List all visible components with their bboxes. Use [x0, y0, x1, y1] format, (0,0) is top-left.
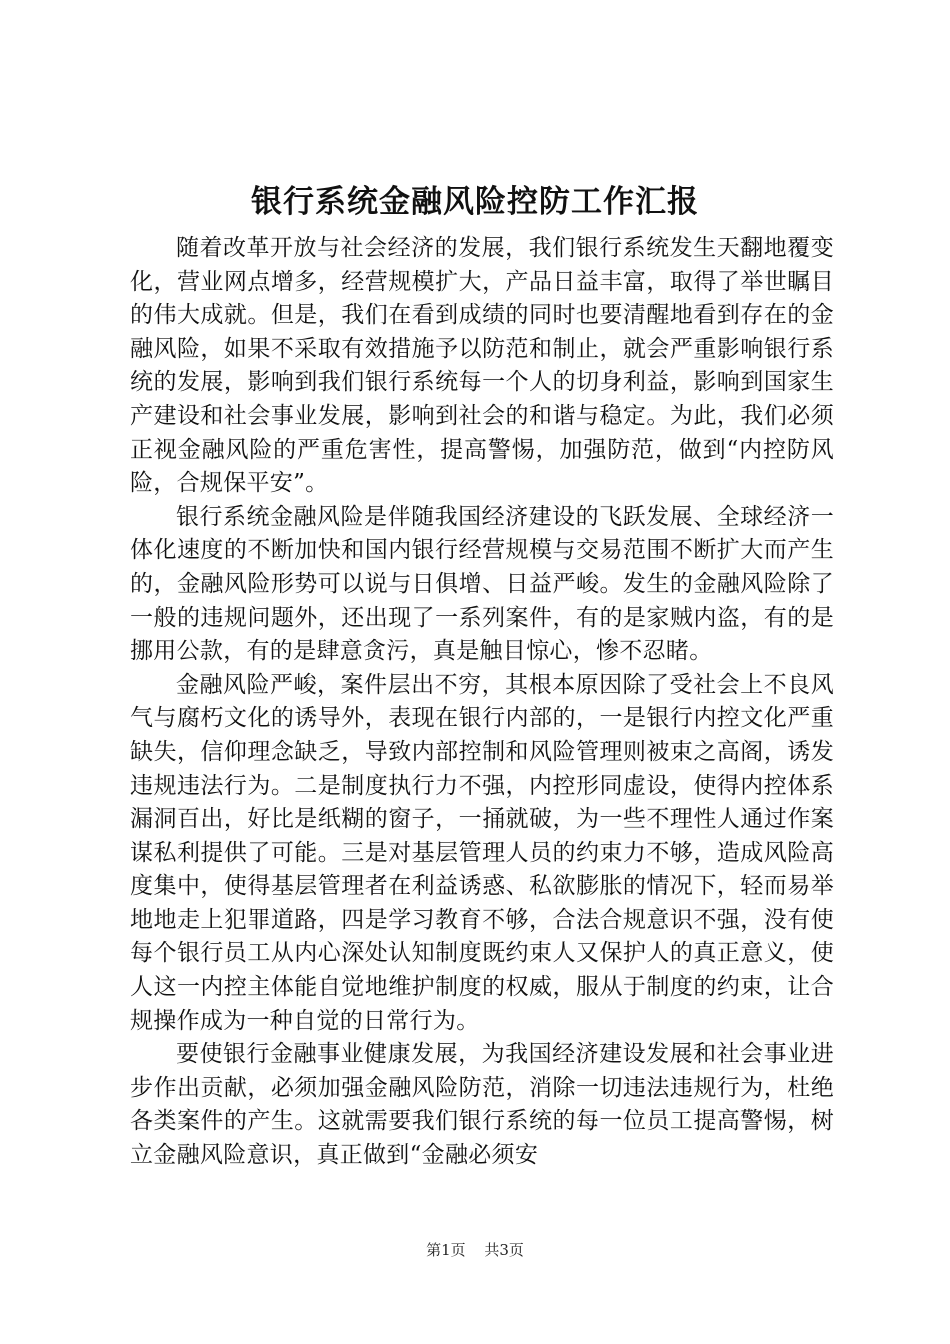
paragraph-4: 要使银行金融事业健康发展，为我国经济建设发展和社会事业进步作出贡献，必须加强金融风险防范，消除一切违法违规行为，杜绝各类案件的产生。这就需要我们银行系统的每一位员工提高警惕，树立金融风险意识，真正做到“金融必须安	[130, 1041, 834, 1169]
page-number: 第1页	[426, 1241, 466, 1259]
paragraph-1: 随着改革开放与社会经济的发展，我们银行系统发生天翻地覆变化，营业网点增多，经营规模扩大，产品日益丰富，取得了举世瞩目的伟大成就。但是，我们在看到成绩的同时也要清醒地看到存在的金融风险，如果不采取有效措施予以防范和制止，就会严重影响银行系统的发展，影响到我们银行系统每一个人的切身利益，影响到国家生产建设和社会事业发展，影响到社会的和谐与稳定。为此，我们必须正视金融风险的严重危害性，提高警惕，加强防范，做到“内控防风险，合规保平安”。	[130, 235, 834, 497]
document-title: 银行系统金融风险控防工作汇报	[251, 184, 699, 220]
paragraph-3: 金融风险严峻，案件层出不穷，其根本原因除了受社会上不良风气与腐朽文化的诱导外，表现在银行内部的，一是银行内控文化严重缺失，信仰理念缺乏，导致内部控制和风险管理则被束之高阁，诱发违规违法行为。二是制度执行力不强，内控形同虚设，使得内控体系漏洞百出，好比是纸糊的窗子，一捅就破，为一些不理性人通过作案谋私利提供了可能。三是对基层管理人员的约束力不够，造成风险高度集中，使得基层管理者在利益诱惑、私欲膨胀的情况下，轻而易举地地走上犯罪道路，四是学习教育不够，合法合规意识不强，没有使每个银行员工从内心深处认知制度既约束人又保护人的真正意义，使人这一内控主体能自觉地维护制度的权威，服从于制度的约束，让合规操作成为一种自觉的日常行为。	[130, 671, 834, 1034]
document-body	[130, 232, 834, 1173]
page-footer	[0, 1240, 950, 1260]
page-total: 共3页	[484, 1241, 524, 1259]
paragraph-2: 银行系统金融风险是伴随我国经济建设的飞跃发展、全球经济一体化速度的不断加快和国内银行经营规模与交易范围不断扩大而产生的，金融风险形势可以说与日俱增、日益严峻。发生的金融风险除了一般的违规问题外，还出现了一系列案件，有的是家贼内盗，有的是挪用公款，有的是肆意贪污，真是触目惊心，惨不忍睹。	[130, 503, 834, 665]
